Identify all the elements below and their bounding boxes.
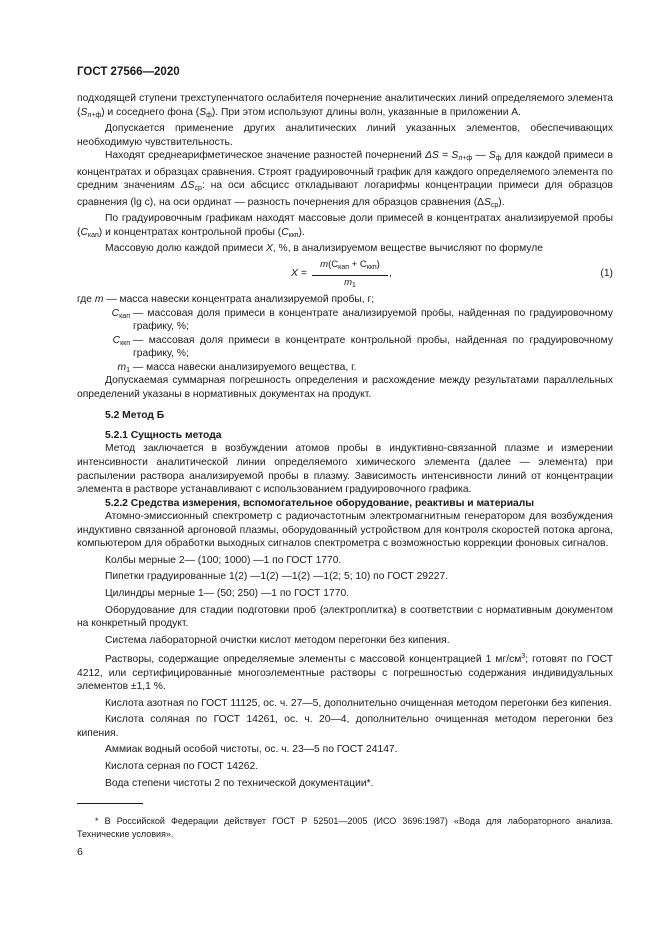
paragraph-method-essence: Метод заключается в возбуждении атомов пробы в индуктивно-связанной плазме и измерении интенсивности аналитической линии определяемого химического элемента (далее — элемента) при распылении раствора анализируемой пробы в плазму. Зависимость интенсивности линий от концентрации элемента в растворе устанавливают с использованием градуировочного графика. bbox=[77, 443, 613, 496]
document-body bbox=[77, 92, 613, 790]
paragraph-ammonia: Аммиак водный особой чистоты, ос. ч. 23—5 по ГОСТ 24147. bbox=[105, 744, 398, 756]
paragraph-mean-difference bbox=[77, 149, 613, 212]
definition-m1 bbox=[77, 361, 613, 375]
paragraph-solutions bbox=[77, 650, 613, 694]
paragraph-spectrometer: Атомно-эмиссионный спектрометр с радиочастотным электромагнитным генератором для возбуждения индуктивно связанной аргоновой плазмы, оборудованный устройством для контроля скоростей потока аргона, компьютером для обработки выходных сигналов спектрометра с возможностью коррекции фоновых сигналов. bbox=[77, 511, 613, 550]
text: ) bbox=[376, 259, 380, 271]
definition-ckkp bbox=[77, 334, 613, 361]
symbol: C bbox=[281, 226, 289, 238]
symbol: S bbox=[484, 196, 491, 208]
definition-symbol bbox=[77, 361, 130, 378]
text: (C bbox=[328, 259, 339, 271]
subscript: ф bbox=[206, 111, 212, 119]
text: ). bbox=[498, 196, 505, 208]
paragraph-mass-fractions bbox=[77, 212, 613, 242]
paragraph-formula-intro bbox=[77, 242, 613, 256]
formula-comma: , bbox=[389, 268, 392, 280]
symbol: m bbox=[94, 294, 104, 306]
symbol: S bbox=[451, 150, 459, 162]
footnote-divider bbox=[77, 803, 143, 804]
definition-symbol bbox=[77, 307, 130, 324]
symbol: S bbox=[199, 106, 207, 118]
paragraph-lines-blackening bbox=[77, 92, 613, 122]
text: Растворы, содержащие определяемые элементы с массовой концентрацией 1 мг/см bbox=[105, 654, 522, 666]
text: для каждой примеси в концентратах и образцах сравнения. Строят градуировочный график для каждого определяемого элемента по средним значениям bbox=[77, 150, 613, 192]
text: По градуировочным графикам находят массовые доли примесей в концентратах анализируемой пробы ( bbox=[77, 213, 613, 238]
definition-symbol bbox=[77, 334, 130, 351]
paragraph-nitric-acid: Кислота азотная по ГОСТ 11125, ос. ч. 27—5, дополнительно очищенная методом перегонки без кипения. bbox=[105, 697, 612, 709]
symbol: m bbox=[320, 259, 329, 271]
symbol: C bbox=[111, 307, 120, 319]
footnote: * В Российской Федерации действует ГОСТ Р 52501—2005 (ИСО 3696:1987) «Вода для лабораторного анализа. Технические условия». bbox=[77, 816, 613, 839]
text: — массовая доля примеси в концентрате контрольной пробы, найденная по градуировочному графику, %; bbox=[133, 334, 613, 360]
text: + C bbox=[349, 259, 367, 271]
text: — bbox=[472, 150, 489, 162]
text: — массовая доля примеси в концентрате анализируемой пробы, найденная по градуировочному графику, %; bbox=[133, 307, 613, 333]
symbol: S bbox=[80, 106, 88, 118]
paragraph-equipment: Оборудование для стадии подготовки проб (электроплитка) в соответствии с нормативным документом на конкретный продукт. bbox=[77, 604, 613, 630]
page-number: 6 bbox=[77, 846, 83, 858]
text: , %, в анализируемом веществе вычисляют по формуле bbox=[272, 243, 543, 255]
subscript: 1 bbox=[352, 282, 356, 290]
subscript: 1 bbox=[126, 366, 130, 374]
subscript: л+ф bbox=[87, 111, 102, 119]
formula-numerator bbox=[312, 259, 388, 276]
symbol: C bbox=[80, 226, 88, 238]
section-heading-5-2: 5.2 Метод Б bbox=[105, 410, 165, 422]
paragraph-tolerance: Допускаемая суммарная погрешность определения и расхождение между результатами параллельных определений указаны в нормативных документах на продукт. bbox=[77, 375, 613, 400]
formula-fraction bbox=[312, 259, 388, 292]
symbol: X bbox=[265, 243, 273, 255]
paragraph-pipettes: Пипетки градуированные 1(2) —1(2) —1(2) —1(2; 5; 10) по ГОСТ 29227. bbox=[105, 571, 449, 583]
equation-number: (1) bbox=[600, 268, 613, 280]
subsection-heading-5-2-2: 5.2.2 Средства измерения, вспомогательное оборудование, реактивы и материалы bbox=[105, 497, 535, 509]
subscript: ккп bbox=[120, 339, 130, 347]
text: где bbox=[77, 294, 95, 306]
formula-lhs: X = bbox=[291, 268, 307, 280]
definition-ckap bbox=[77, 307, 613, 334]
text: = bbox=[438, 150, 452, 162]
definitions-list bbox=[77, 293, 613, 374]
formula-denominator bbox=[312, 276, 388, 292]
subsection-heading-5-2-1: 5.2.1 Сущность метода bbox=[105, 429, 222, 441]
subscript: кап bbox=[119, 312, 130, 320]
symbol: C bbox=[112, 334, 121, 346]
text: Массовую долю каждой примеси bbox=[105, 243, 266, 255]
text: Находят среднеарифметическое значение разностей почернений bbox=[105, 150, 426, 162]
paragraph-sulfuric-acid: Кислота серная по ГОСТ 14262. bbox=[105, 760, 259, 772]
text: ) и соседнего фона ( bbox=[101, 106, 200, 118]
subscript: л+ф bbox=[458, 155, 473, 163]
subscript: ккп bbox=[366, 264, 377, 272]
text: ; готовят по ГОСТ 4212, или сертифицированные многоэлементные растворы с погрешностью содержания индивидуальных элементов ±1,1 %. bbox=[77, 654, 613, 693]
subscript: ккп bbox=[288, 231, 299, 239]
text: — масса навески анализируемого вещества, г. bbox=[133, 361, 357, 373]
text: подходящей ступени трехступенчатого ослабителя почернение аналитических линий определяемого элемента ( bbox=[77, 93, 613, 118]
document-header: ГОСТ 27566—2020 bbox=[77, 66, 180, 78]
text: — масса навески концентрата анализируемой пробы, г; bbox=[103, 294, 375, 306]
subscript: ср bbox=[194, 185, 202, 193]
paragraph-water: Вода степени чистоты 2 по технической документации*. bbox=[105, 777, 374, 789]
text: : на оси абсцисс откладывают логарифмы концентрации примеси для образцов сравнения (lg c), на оси ординат — разность почернения для образцов сравнения (Δ bbox=[77, 180, 613, 208]
symbol: m bbox=[117, 361, 127, 373]
definition-m bbox=[77, 293, 613, 307]
subscript: ф bbox=[495, 155, 502, 163]
symbol: m bbox=[344, 277, 352, 289]
text: ) и концентратах контрольной пробы ( bbox=[98, 226, 282, 238]
paragraph-hydrochloric-acid: Кислота соляная по ГОСТ 14261, ос. ч. 20—4, дополнительно очищенная методом перегонки без кипения. bbox=[77, 714, 613, 739]
symbol: ΔS bbox=[425, 150, 439, 162]
subscript: кап bbox=[87, 231, 99, 239]
paragraph-acid-purification: Система лабораторной очистки кислот методом перегонки без кипения. bbox=[105, 634, 450, 646]
symbol: S bbox=[488, 150, 496, 162]
paragraph-cylinders: Цилиндры мерные 1— (50; 250) —1 по ГОСТ 1770. bbox=[105, 587, 350, 599]
formula-1 bbox=[77, 259, 613, 289]
paragraph-other-lines: Допускается применение других аналитических линий указанных элементов, обеспечивающих необходимую чувствительность. bbox=[77, 123, 613, 148]
text: ). bbox=[298, 226, 305, 238]
text: ). При этом используют длины волн, указанные в приложении А. bbox=[211, 106, 522, 118]
subscript: кап bbox=[338, 264, 350, 272]
subscript: ср bbox=[490, 201, 499, 209]
symbol: ΔS bbox=[180, 180, 195, 192]
paragraph-flasks: Колбы мерные 2— (100; 1000) —1 по ГОСТ 1770. bbox=[105, 554, 342, 566]
superscript: 3 bbox=[521, 653, 526, 661]
